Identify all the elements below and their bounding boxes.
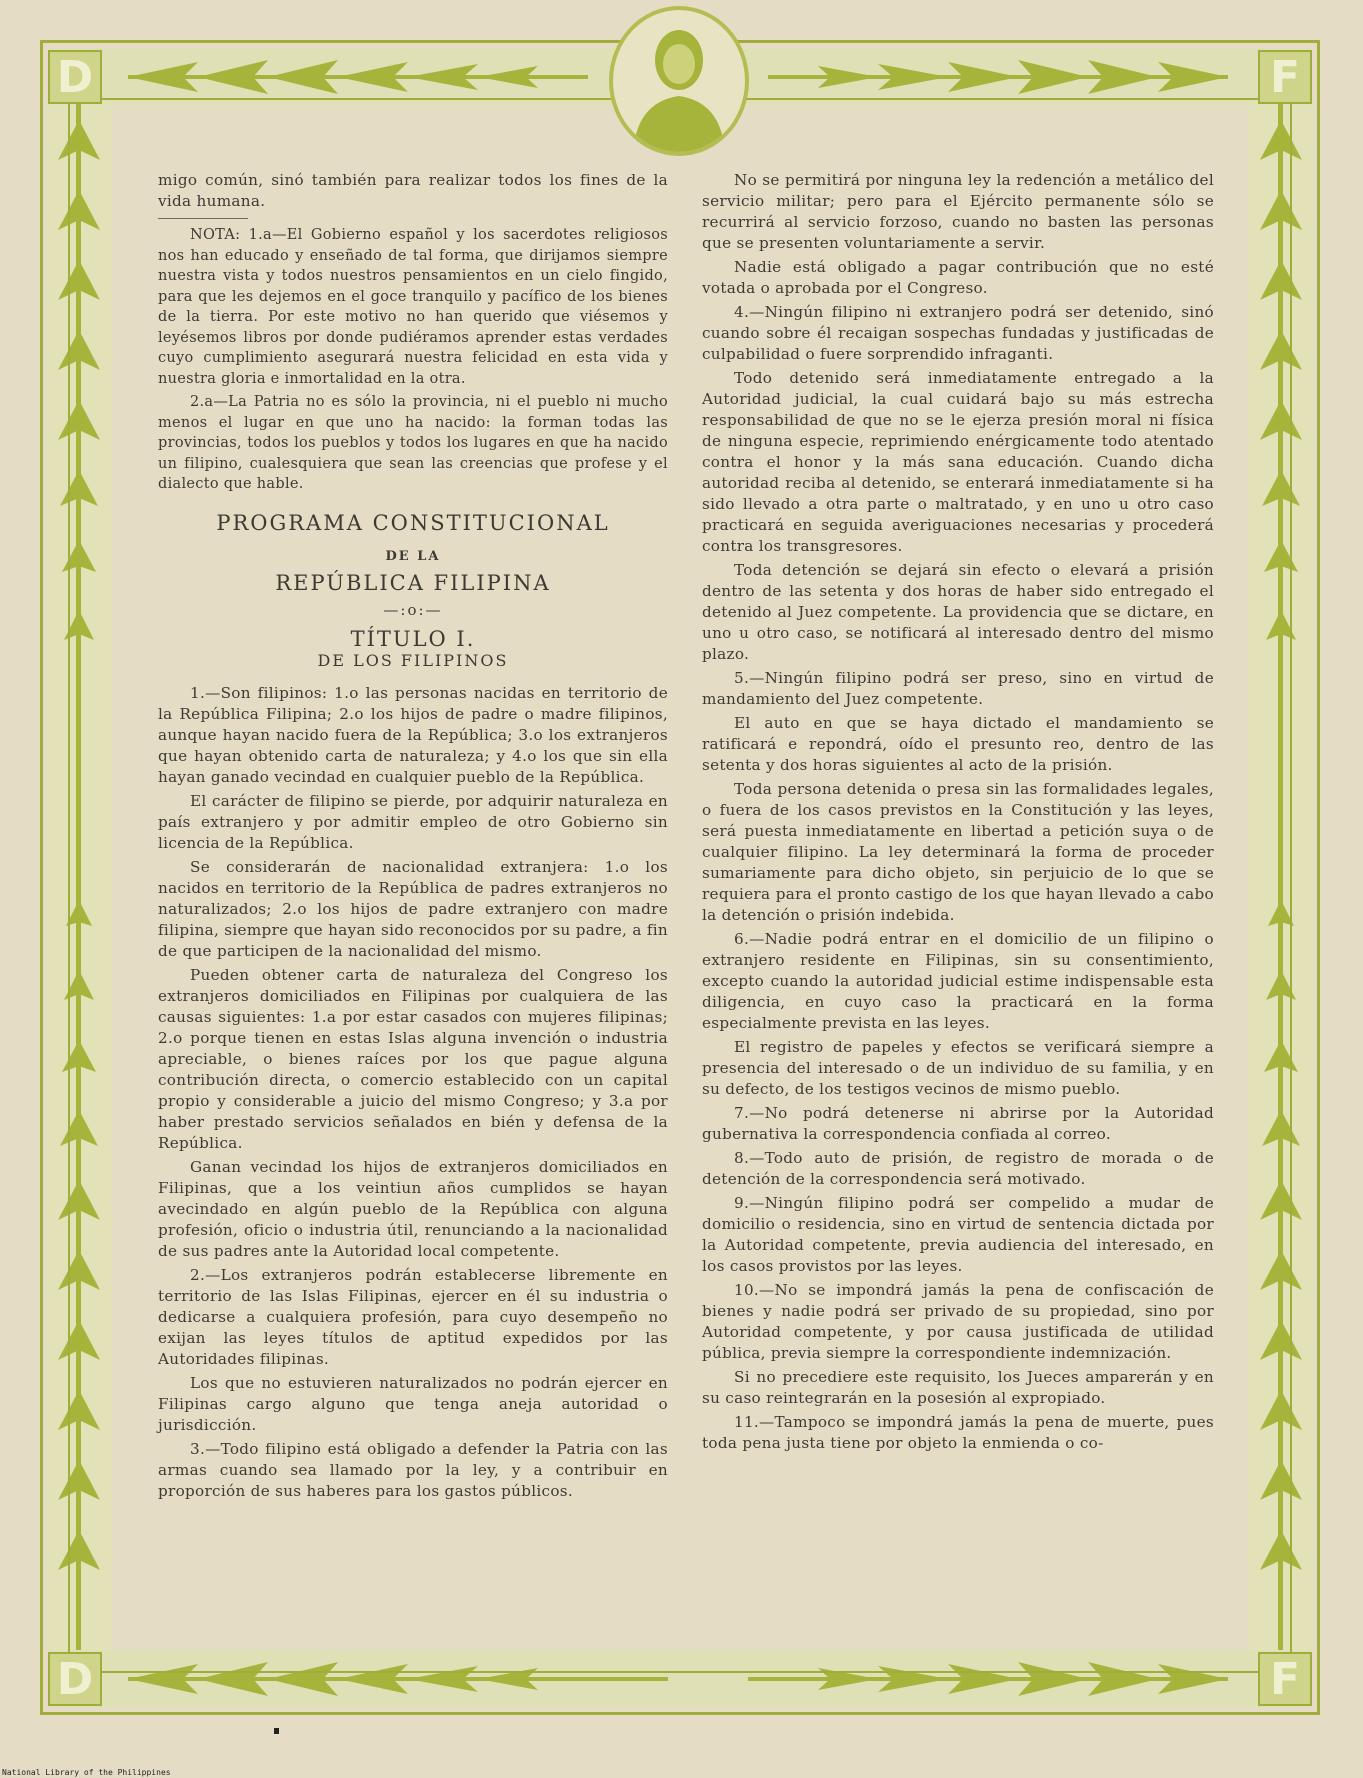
heading-titulo: TÍTULO I. — [350, 626, 476, 651]
corner-letter-top-left: D — [48, 50, 102, 104]
note-divider — [158, 218, 248, 219]
article-paragraph: 10.—No se impondrá jamás la pena de confiscación de bienes y nadie podrá ser privado de su propiedad, sino por Autoridad competente, y por causa justificada de utilidad pública, previa siempre la correspondiente indemnización. — [702, 1281, 1214, 1362]
article-paragraph: El registro de papeles y efectos se verificará siempre a presencia del interesado o de un individuo de su familia, y en su defecto, de los testigos vecinos de mismo pueblo. — [702, 1038, 1214, 1098]
ink-spot — [274, 1728, 279, 1734]
article-paragraph: Se considerarán de nacionalidad extranjera: 1.o los nacidos en territorio de la República de padres extranjeros no naturalizados; 2.o los hijos de padre extranjero con madre filipina, siempre que hayan sido reconocidos por su padre, a fin de que participen de la nacionalidad del mismo. — [158, 857, 668, 960]
article-paragraph: Si no precediere este requisito, los Jueces amparerán y en su caso reintegrarán en la posesión al expropiado. — [702, 1368, 1214, 1407]
heading-programa: PROGRAMA CONSTITUCIONAL — [216, 510, 610, 535]
library-credit: National Library of the Philippines — [2, 1768, 171, 1777]
right-column — [702, 170, 1214, 1457]
article-paragraph: 3.—Todo filipino está obligado a defender la Patria con las armas cuando sea llamado por la ley, y a contribuir en proporción de sus haberes para los gastos públicos. — [158, 1439, 668, 1500]
heading-divider: —:o:— — [383, 600, 443, 619]
heading-de-la: DE LA — [385, 548, 441, 564]
left-column — [158, 170, 668, 1505]
heading-republica: REPÚBLICA FILIPINA — [275, 570, 551, 595]
portrait-medallion — [609, 6, 749, 156]
article-paragraph: Ganan vecindad los hijos de extranjeros domiciliados en Filipinas, que a los veintiun años cumplidos se hayan avecindado en algún pueblo de la República con alguna profesión, oficio o industria útil, renunciando a la nacionalidad de sus padres ante la Autoridad local competente. — [158, 1157, 668, 1260]
article-paragraph: Todo detenido será inmediatamente entregado a la Autoridad judicial, la cual cuidará bajo su más estrecha responsabilidad de que no se le ejerza presión moral ni física de ninguna especie, reprimiendo enérgicamente todo atentado contra el honor y la más sana educación. Cuando dicha autoridad reciba al detenido, se enterará inmediatamente si ha sido llevado a otra parte o maltratado, y en uno u otro caso practicará en seguida averiguaciones necesarias y procederá contra los transgresores. — [702, 369, 1214, 555]
article-paragraph: 8.—Todo auto de prisión, de registro de morada o de detención de la correspondencia será motivado. — [702, 1149, 1214, 1188]
article-paragraph: Nadie está obligado a pagar contribución que no esté votada o aprobada por el Congreso. — [702, 258, 1214, 297]
article-paragraph: Los que no estuvieren naturalizados no podrán ejercer en Filipinas cargo alguno que tenga aneja autoridad o jurisdicción. — [158, 1373, 668, 1434]
corner-letter-bottom-right: F — [1258, 1652, 1312, 1706]
article-paragraph: El auto en que se haya dictado el mandamiento se ratificará e repondrá, oído el presunto reo, dentro de las setenta y dos horas siguientes al acto de la prisión. — [702, 714, 1214, 774]
article-paragraph: 11.—Tampoco se impondrá jamás la pena de muerte, pues toda pena justa tiene por objeto la enmienda o co- — [702, 1413, 1214, 1452]
portrait-icon — [613, 10, 745, 152]
article-paragraph: El carácter de filipino se pierde, por adquirir naturaleza en país extranjero y por admitir empleo de otro Gobierno sin licencia de la República. — [158, 791, 668, 852]
note-1: NOTA: 1.a—El Gobierno español y los sacerdotes religiosos nos han educado y enseñado de tal forma, que dirijamos siempre nuestra vista y todos nuestros pensamientos en un cielo fingido, para que les dejemos en el goce tranquilo y pacífico de los bienes de la tierra. Por este motivo no han querido que viésemos y leyésemos libros por donde pudiéramos aprender estas verdades cuyo cumplimiento asegurará nuestra felicidad en esta vida y nuestra gloria e inmortalidad en la otra. — [158, 227, 668, 387]
article-paragraph: No se permitirá por ninguna ley la redención a metálico del servicio militar; pero para el Ejército permanente sólo se recurrirá al servicio forzoso, cuando no basten las personas que se presenten voluntariamente a servir. — [702, 171, 1214, 252]
article-paragraph: Toda detención se dejará sin efecto o elevará a prisión dentro de las setenta y dos horas de haber sido entregado el detenido al Juez competente. La providencia que se dictare, en uno u otro caso, se notificará al interesado dentro del mismo plazo. — [702, 561, 1214, 663]
intro-paragraph: migo común, sinó también para realizar todos los fines de la vida humana. — [158, 171, 668, 210]
heading-filipinos: DE LOS FILIPINOS — [317, 650, 509, 670]
article-paragraph: 7.—No podrá detenerse ni abrirse por la Autoridad gubernativa la correspondencia confiada al correo. — [702, 1104, 1214, 1143]
corner-letter-bottom-left: D — [48, 1652, 102, 1706]
note-2: 2.a—La Patria no es sólo la provincia, ni el pueblo ni mucho menos el lugar en que uno ha nacido: la forman todas las provincias, todos los pueblos y todos los lugares en que ha nacido un filipino, cualesquiera que sean las creencias que profese y el dialecto que hable. — [158, 394, 668, 492]
article-paragraph: 1.—Son filipinos: 1.o las personas nacidas en territorio de la República Filipina; 2.o los hijos de padre o madre filipinos, aunque hayan nacido fuera de la República; 3.o los extranjeros que hayan obtenido carta de naturaleza; y 4.o los que sin ella hayan ganado vecindad en cualquier pueblo de la República. — [158, 683, 668, 786]
article-paragraph: 5.—Ningún filipino podrá ser preso, sino en virtud de mandamiento del Juez competente. — [702, 669, 1214, 708]
article-paragraph: Toda persona detenida o presa sin las formalidades legales, o fuera de los casos previstos en la Constitución y las leyes, será puesta inmediatamente en libertad a petición suya o de cualquier filipino. La ley determinará la forma de proceder sumariamente para dicho objeto, sin perjuicio de lo que se requiera para el pronto castigo de los que hayan llevado a cabo la detención o prisión indebida. — [702, 780, 1214, 924]
article-paragraph: 9.—Ningún filipino podrá ser compelido a mudar de domicilio o residencia, sino en virtud de sentencia dictada por la Autoridad competente, previa audiencia del interesado, en los casos provistos por las leyes. — [702, 1194, 1214, 1275]
article-paragraph: 4.—Ningún filipino ni extranjero podrá ser detenido, sinó cuando sobre él recaigan sospechas fundadas y justificadas de culpabilidad o fuere sorprendido infraganti. — [702, 303, 1214, 363]
article-paragraph: 6.—Nadie podrá entrar en el domicilio de un filipino o extranjero residente en Filipinas, sin su consentimiento, excepto cuando la autoridad judicial estime indispensable esta diligencia, en cuyo caso la practicará en la forma especialmente prevista en las leyes. — [702, 930, 1214, 1032]
article-paragraph: 2.—Los extranjeros podrán establecerse libremente en territorio de las Islas Filipinas, ejercer en él su industria o dedicarse a cualquiera profesión, para cuyo desempeño no exijan las leyes títulos de aptitud expedidos por las Autoridades filipinas. — [158, 1265, 668, 1368]
page-content — [140, 170, 1230, 1630]
corner-letter-top-right: F — [1258, 50, 1312, 104]
article-paragraph: Pueden obtener carta de naturaleza del Congreso los extranjeros domiciliados en Filipinas por cualquiera de las causas siguientes: 1.a por estar casados con mujeres filipinas; 2.o porque tienen en estas Islas alguna invención o industria apreciable, o bienes raíces por los que pague alguna contribución directa, o comercio establecido con un capital propio y considerable a juicio del mismo Congreso; y 3.a por haber prestado servicios señalados en bién y defensa de la República. — [158, 965, 668, 1152]
